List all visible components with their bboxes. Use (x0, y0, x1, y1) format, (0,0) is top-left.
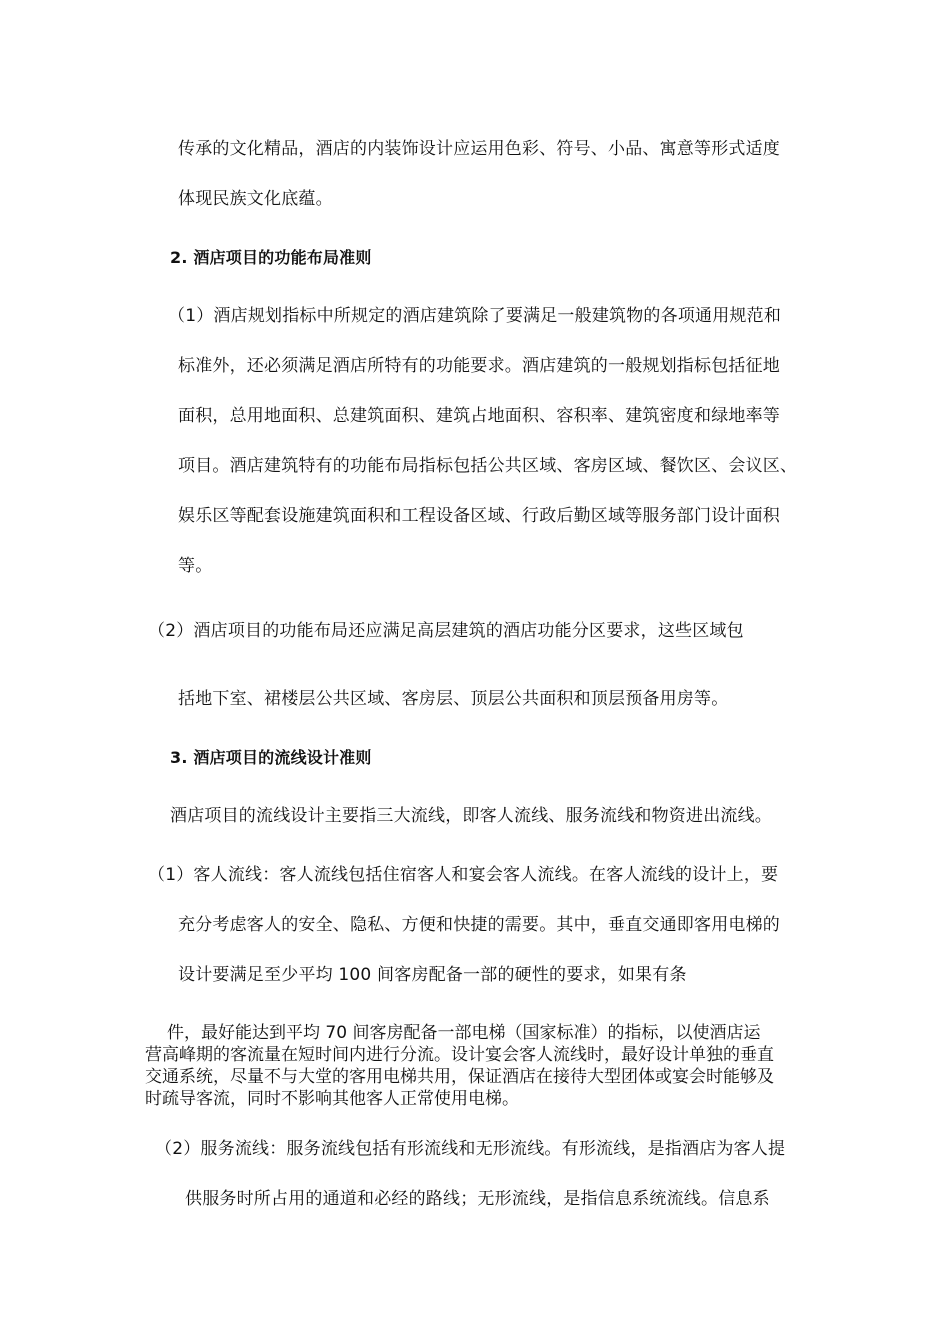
text-line: 标准外，还必须满足酒店所特有的功能要求。酒店建筑的一般规划指标包括征地 (178, 356, 780, 376)
text-line: （2）酒店项目的功能布局还应满足高层建筑的酒店功能分区要求，这些区域包 (148, 621, 744, 641)
text-line: 件，最好能达到平均 70 间客房配备一部电梯（国家标准）的指标，以使酒店运 (167, 1023, 761, 1043)
text-line: 等。 (178, 556, 213, 576)
text-line: 充分考虑客人的安全、隐私、方便和快捷的需要。其中，垂直交通即客用电梯的 (178, 915, 780, 935)
text-line: 设计要满足至少平均 100 间客房配备一部的硬性的要求，如果有条 (178, 965, 687, 985)
section-heading: 2. 酒店项目的功能布局准则 (170, 248, 372, 267)
text-line: （1）客人流线：客人流线包括住宿客人和宴会客人流线。在客人流线的设计上，要 (148, 865, 779, 885)
text-line: 酒店项目的流线设计主要指三大流线，即客人流线、服务流线和物资进出流线。 (170, 806, 772, 826)
text-line: 营高峰期的客流量在短时间内进行分流。设计宴会客人流线时，最好设计单独的垂直 (145, 1045, 774, 1065)
text-line: 传承的文化精品，酒店的内装饰设计应运用色彩、符号、小品、寓意等形式适度 (178, 139, 780, 159)
dense-paragraph (145, 1022, 835, 1110)
text-line: 娱乐区等配套设施建筑面积和工程设备区域、行政后勤区域等服务部门设计面积 (178, 506, 780, 526)
text-line: 供服务时所占用的通道和必经的路线；无形流线，是指信息系统流线。信息系 (185, 1189, 770, 1209)
text-line: 项目。酒店建筑特有的功能布局指标包括公共区域、客房区域、餐饮区、会议区、 (178, 456, 798, 476)
text-line: 面积，总用地面积、总建筑面积、建筑占地面积、容积率、建筑密度和绿地率等 (178, 406, 780, 426)
text-line: （2）服务流线：服务流线包括有形流线和无形流线。有形流线，是指酒店为客人提 (155, 1139, 786, 1159)
text-line: 括地下室、裙楼层公共区域、客房层、顶层公共面积和顶层预备用房等。 (178, 689, 729, 709)
text-line: 时疏导客流，同时不影响其他客人正常使用电梯。 (145, 1089, 519, 1109)
text-line: 体现民族文化底蕴。 (178, 189, 333, 209)
text-line: （1）酒店规划指标中所规定的酒店建筑除了要满足一般建筑物的各项通用规范和 (168, 306, 782, 326)
text-line: 交通系统，尽量不与大堂的客用电梯共用，保证酒店在接待大型团体或宴会时能够及 (145, 1067, 774, 1087)
section-heading: 3. 酒店项目的流线设计准则 (170, 748, 372, 767)
